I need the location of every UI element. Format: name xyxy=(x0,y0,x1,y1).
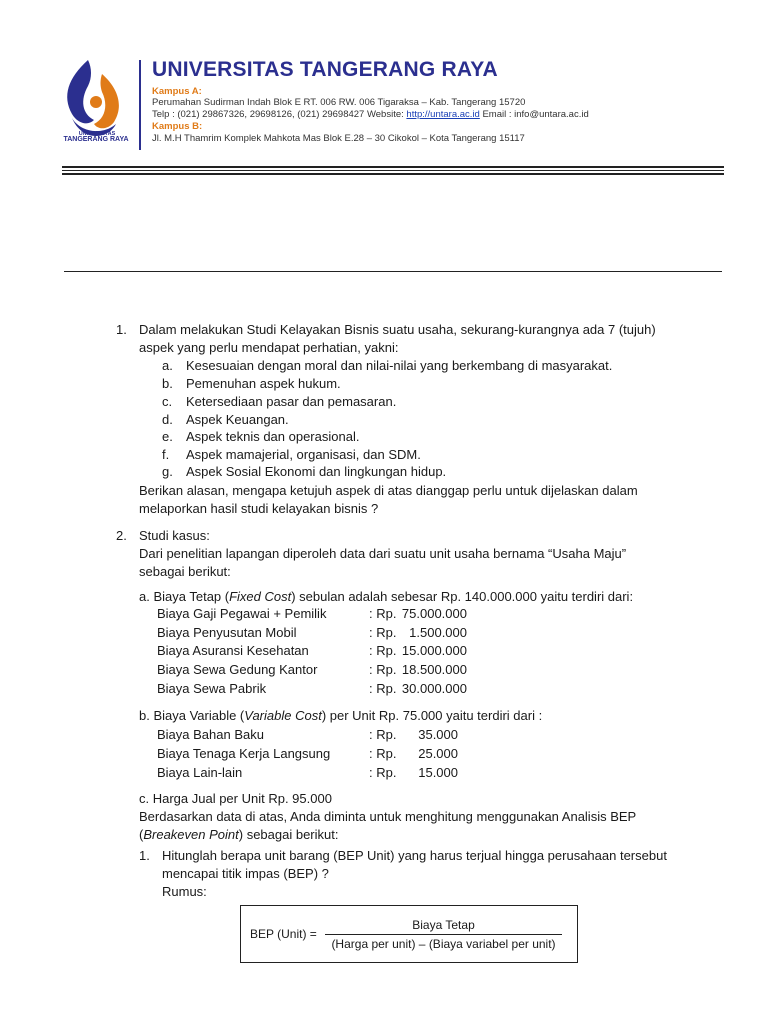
fixed-cost-term: Fixed Cost xyxy=(229,589,292,604)
variable-row-amount: 35.000 xyxy=(418,727,458,742)
q1-item-b: Pemenuhan aspek hukum. xyxy=(186,376,341,391)
q2-instruction-line1: Berdasarkan data di atas, Anda diminta untuk menghitung menggunakan Analisis BEP xyxy=(139,809,637,824)
q1-closing-line2: melaporkan hasil studi kelayakan bisnis ? xyxy=(139,501,379,516)
q1-item-d: Aspek Keuangan. xyxy=(186,412,289,427)
formula-denominator: (Harga per unit) – (Biaya variabel per unit) xyxy=(331,937,556,951)
fixed-row-rp: : Rp. xyxy=(369,606,397,621)
fixed-row-rp: : Rp. xyxy=(369,681,397,696)
header-rule-bottom xyxy=(62,173,724,175)
contact-phones: Telp : (021) 29867326, 29698126, (021) 29698427 Website: xyxy=(152,109,407,120)
logo-caption: TANGERANG RAYA xyxy=(63,136,129,143)
fixed-cost-pre: a. Biaya Tetap ( xyxy=(139,589,230,604)
variable-row-rp: : Rp. xyxy=(369,746,397,761)
q1-item-f: Aspek mamajerial, organisasi, dan SDM. xyxy=(186,447,421,462)
q1-item-g: Aspek Sosial Ekonomi dan lingkungan hidup. xyxy=(186,464,447,479)
q1-item-g-letter: g. xyxy=(162,464,173,479)
fixed-row-rp: : Rp. xyxy=(369,662,397,677)
q1-item-e-letter: e. xyxy=(162,429,173,444)
campus-b-label: Kampus B: xyxy=(152,121,203,132)
q1-number: 1. xyxy=(116,322,127,337)
header-rule-top xyxy=(62,166,724,168)
variable-cost-term: Variable Cost xyxy=(244,708,322,723)
q1-intro-line2: aspek yang perlu mendapat perhatian, yakni: xyxy=(139,340,399,355)
q1-item-d-letter: d. xyxy=(162,412,173,427)
variable-row-rp: : Rp. xyxy=(369,727,397,742)
q1-item-f-letter: f. xyxy=(162,447,170,462)
variable-row-label: Biaya Bahan Baku xyxy=(157,727,264,742)
logo-caption-small: UNIVERSITAS xyxy=(78,131,116,137)
variable-row-amount: 15.000 xyxy=(418,765,458,780)
fraction-bar xyxy=(325,934,562,935)
formula-lhs: BEP (Unit) = xyxy=(250,927,317,941)
fixed-row-amount: 1.500.000 xyxy=(409,625,467,640)
sub1-line1: Hitunglah berapa unit barang (BEP Unit) yang harus terjual hingga perusahaan tersebut xyxy=(162,848,667,863)
fixed-row-label: Biaya Penyusutan Mobil xyxy=(157,625,297,640)
letterhead-divider xyxy=(139,60,141,150)
header-rule-middle xyxy=(62,170,724,171)
formula-numerator: Biaya Tetap xyxy=(412,918,475,932)
variable-row-amount: 25.000 xyxy=(418,746,458,761)
university-name: UNIVERSITAS TANGERANG RAYA xyxy=(152,58,498,81)
campus-a-label: Kampus A: xyxy=(152,86,202,97)
q1-item-a: Kesesuaian dengan moral dan nilai-nilai yang berkembang di masyarakat. xyxy=(186,358,613,373)
variable-row-label: Biaya Lain-lain xyxy=(157,765,243,780)
fixed-row-amount: 15.000.000 xyxy=(401,643,467,658)
contact-email: Email : info@untara.ac.id xyxy=(479,109,589,120)
sub1-number: 1. xyxy=(139,848,150,863)
q2-intro-line2: sebagai berikut: xyxy=(139,564,231,579)
instruction-post: ) sebagai berikut: xyxy=(238,827,339,842)
sub1-line2: mencapai titik impas (BEP) ? xyxy=(162,866,329,881)
q2-variable-cost-heading xyxy=(139,707,542,725)
campus-a-address: Perumahan Sudirman Indah Blok E RT. 006 RW. 006 Tigaraksa – Kab. Tangerang 15720 xyxy=(152,97,526,108)
variable-cost-pre: b. Biaya Variable ( xyxy=(139,708,245,723)
q1-intro-line1: Dalam melakukan Studi Kelayakan Bisnis suatu usaha, sekurang-kurangnya ada 7 (tujuh) xyxy=(139,322,656,337)
fixed-row-amount: 75.000.000 xyxy=(401,606,467,621)
instruction-pre: ( xyxy=(139,827,144,842)
variable-row-label: Biaya Tenaga Kerja Langsung xyxy=(157,746,331,761)
fixed-row-rp: : Rp. xyxy=(369,625,397,640)
fixed-row-label: Biaya Gaji Pegawai + Pemilik xyxy=(157,606,327,621)
contact-line xyxy=(152,109,589,120)
q1-item-c-letter: c. xyxy=(162,394,173,409)
q1-item-c: Ketersediaan pasar dan pemasaran. xyxy=(186,394,397,409)
q1-item-a-letter: a. xyxy=(162,358,173,373)
q2-intro-line1: Dari penelitian lapangan diperoleh data dari suatu unit usaha bernama “Usaha Maju” xyxy=(139,546,627,561)
fixed-row-rp: : Rp. xyxy=(369,643,397,658)
campus-b-address: Jl. M.H Thamrim Komplek Mahkota Mas Blok E.28 – 30 Cikokol – Kota Tangerang 15117 xyxy=(152,133,525,144)
fixed-cost-post: ) sebulan adalah sebesar Rp. 140.000.000 yaitu terdiri dari: xyxy=(291,589,634,604)
formula-label: Rumus: xyxy=(162,884,207,899)
fixed-row-label: Biaya Asuransi Kesehatan xyxy=(157,643,309,658)
variable-cost-post: ) per Unit Rp. 75.000 yaitu terdiri dari : xyxy=(321,708,543,723)
q2-fixed-cost-heading xyxy=(139,588,633,606)
fixed-row-label: Biaya Sewa Pabrik xyxy=(157,681,267,696)
variable-row-rp: : Rp. xyxy=(369,765,397,780)
q1-item-e: Aspek teknis dan operasional. xyxy=(186,429,360,444)
fixed-row-amount: 30.000.000 xyxy=(401,681,467,696)
q2-instruction-line2 xyxy=(139,826,338,844)
fixed-row-amount: 18.500.000 xyxy=(401,662,467,677)
q1-closing-line1: Berikan alasan, mengapa ketujuh aspek di atas dianggap perlu untuk dijelaskan dalam xyxy=(139,483,638,498)
instruction-term: Breakeven Point xyxy=(143,827,239,842)
website-link[interactable]: http://untara.ac.id xyxy=(406,109,480,120)
q1-item-b-letter: b. xyxy=(162,376,173,391)
q2-number: 2. xyxy=(116,528,127,543)
title-rule xyxy=(64,271,722,272)
q2-selling-price: c. Harga Jual per Unit Rp. 95.000 xyxy=(139,791,332,806)
fixed-row-label: Biaya Sewa Gedung Kantor xyxy=(157,662,318,677)
q2-title: Studi kasus: xyxy=(139,528,210,543)
